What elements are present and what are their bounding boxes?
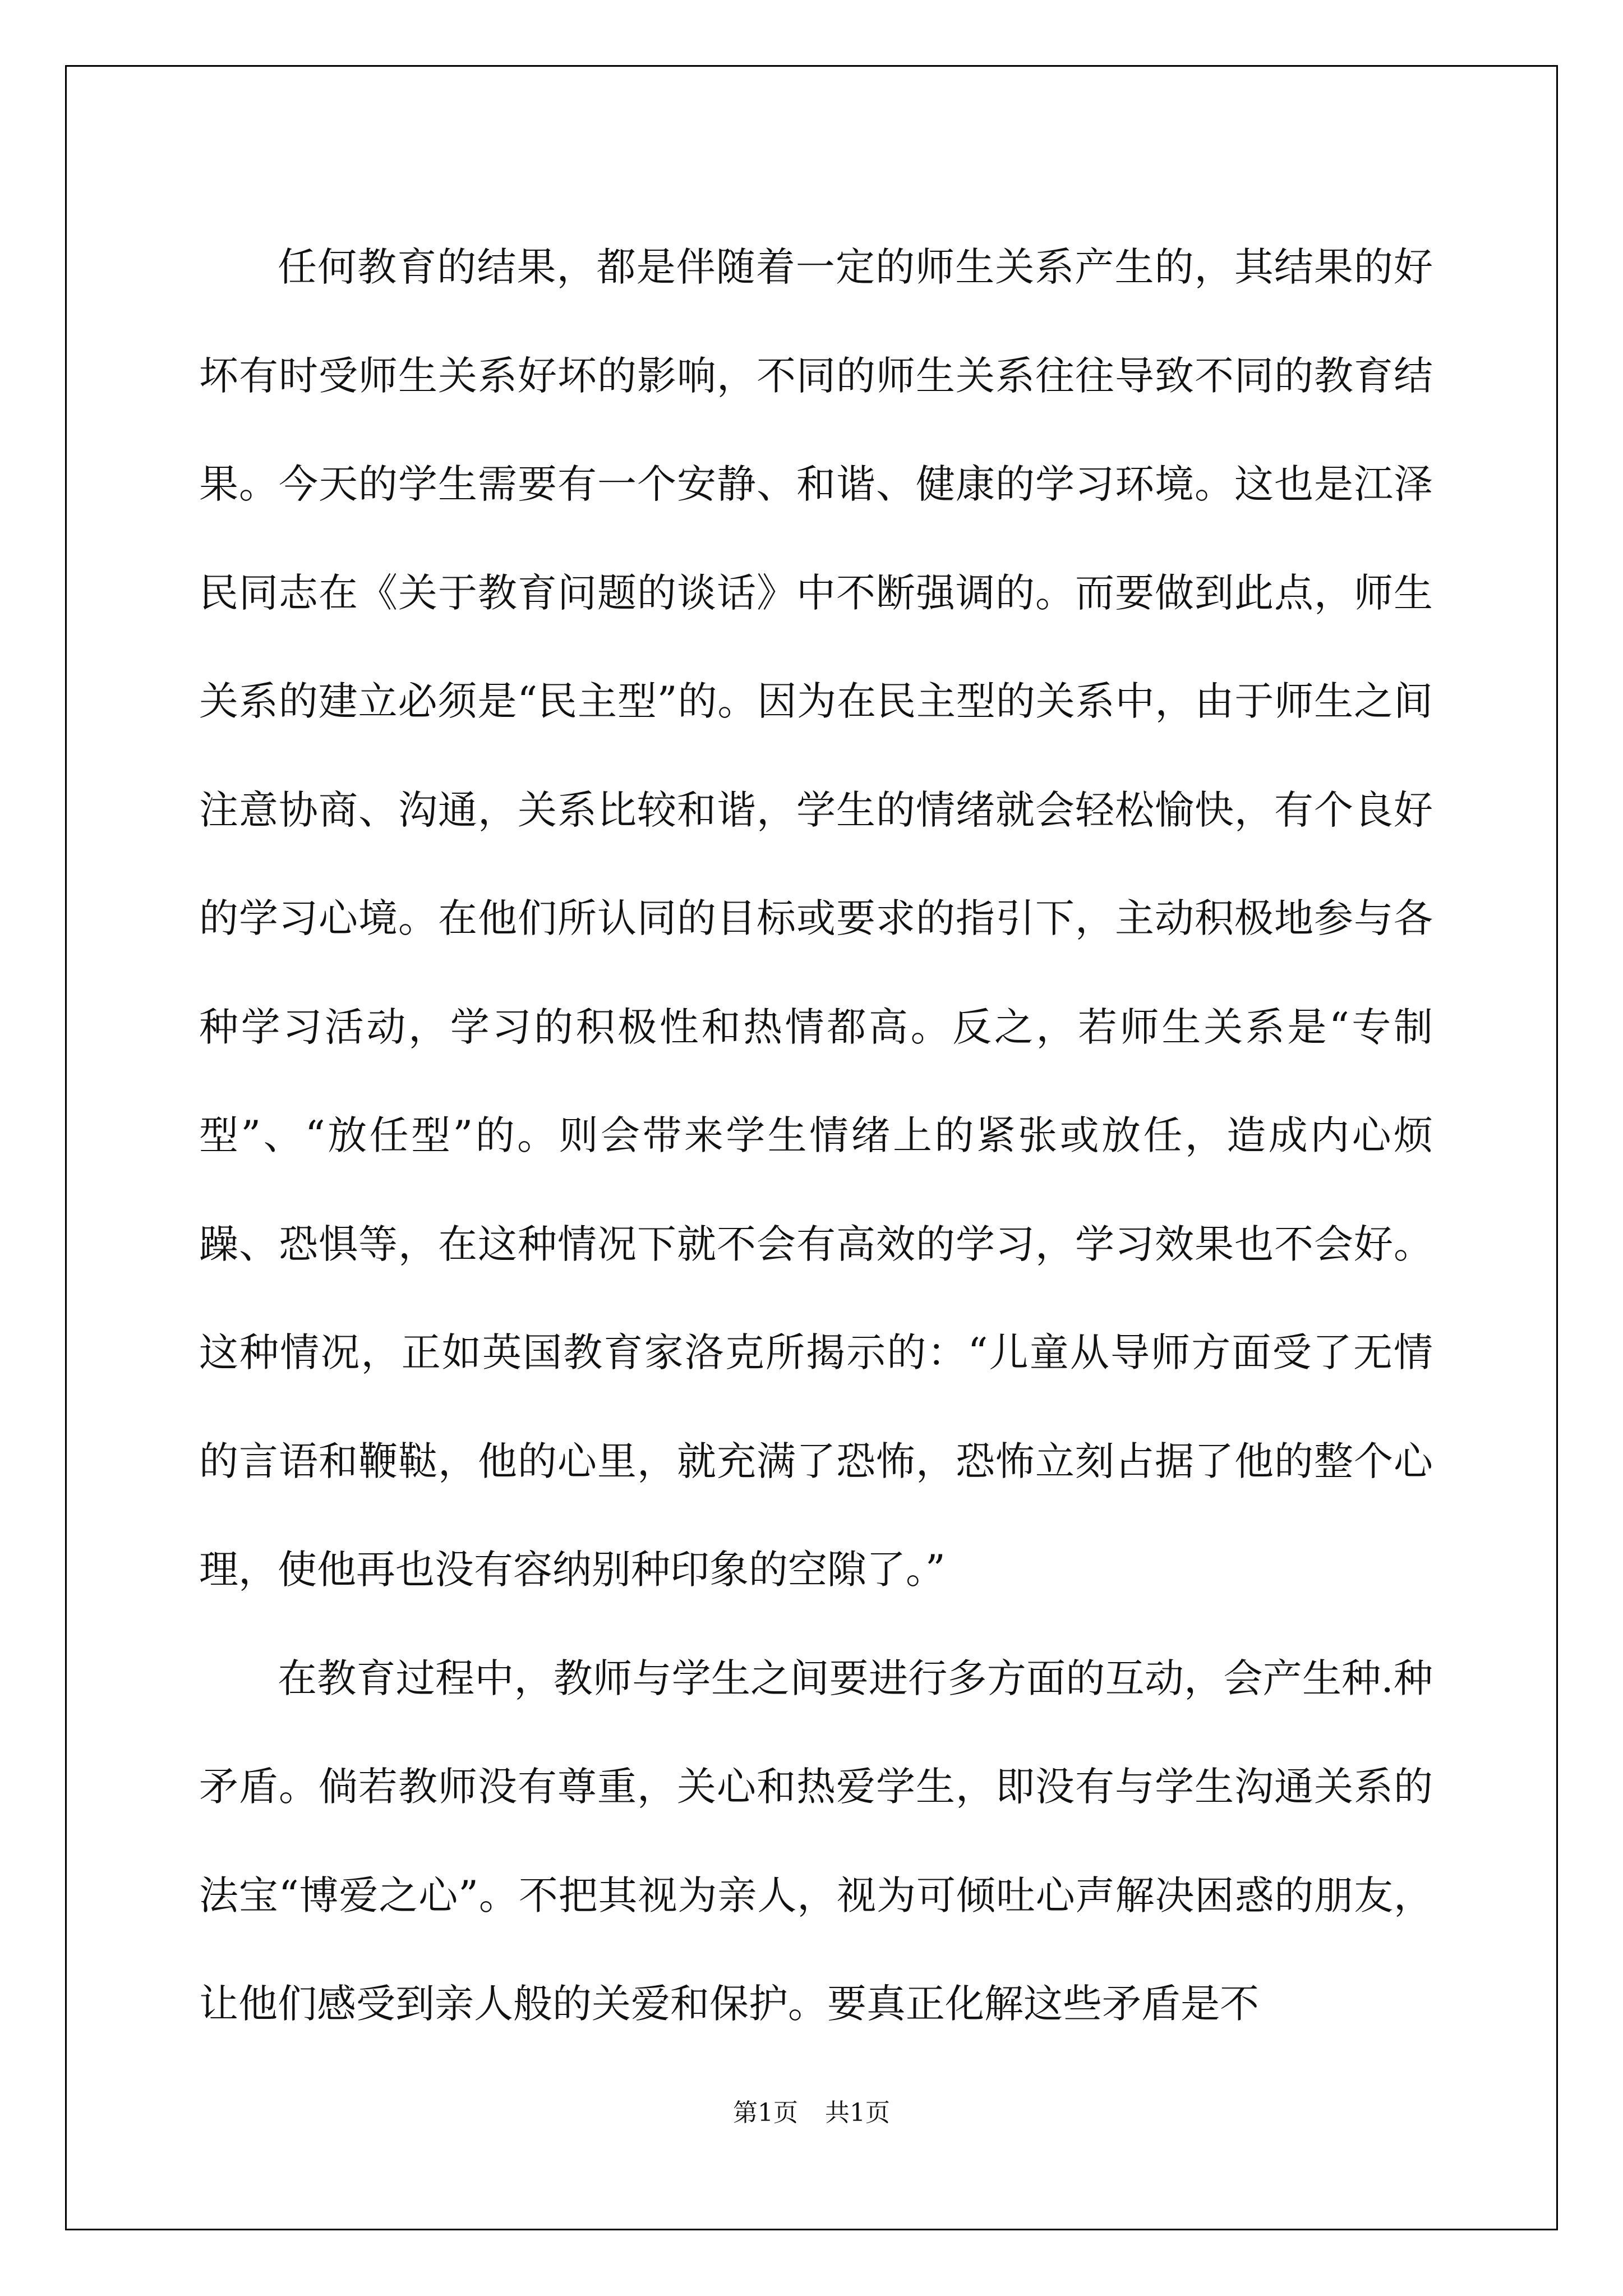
page-total: 共1页 — [825, 2099, 890, 2127]
paragraph: 任何教育的结果，都是伴随着一定的师生关系产生的，其结果的好坏有时受师生关系好坏的影响，不同的师生关系往往导致不同的教育结果。今天的学生需要有一个安静、和谐、健康的学习环境。这也是江泽民同志在《关于教育问题的谈话》中不断强调的。而要做到此点，师生关系的建立必须是“民主型”的。因为在民主型的关系中，由于师生之间注意协商、沟通，关系比较和谐，学生的情绪就会轻松愉快，有个良好的学习心境。在他们所认同的目标或要求的指引下，主动积极地参与各种学习活动，学习的积极性和热情都高。反之，若师生关系是“专制型”、“放任型”的。则会带来学生情绪上的紧张或放任，造成内心烦躁、恐惧等，在这种情况下就不会有高效的学习，学习效果也不会好。这种情况，正如英国教育家洛克所揭示的：“儿童从导师方面受了无情的言语和鞭鞑，他的心里，就充满了恐怖，恐怖立刻占据了他的整个心理，使他再也没有容纳别种印象的空隙了。” — [199, 244, 1433, 1593]
page-number: 第1页 — [733, 2099, 798, 2127]
page-footer — [0, 2092, 1623, 2128]
paragraph: 在教育过程中，教师与学生之间要进行多方面的互动，会产生种.种矛盾。倘若教师没有尊重，关心和热爱学生，即没有与学生沟通关系的法宝“博爱之心”。不把其视为亲人，视为可倾吐心声解决困惑的朋友，让他们感受到亲人般的关爱和保护。要真正化解这些矛盾是不 — [199, 1655, 1433, 2027]
document-body — [199, 213, 1433, 2059]
